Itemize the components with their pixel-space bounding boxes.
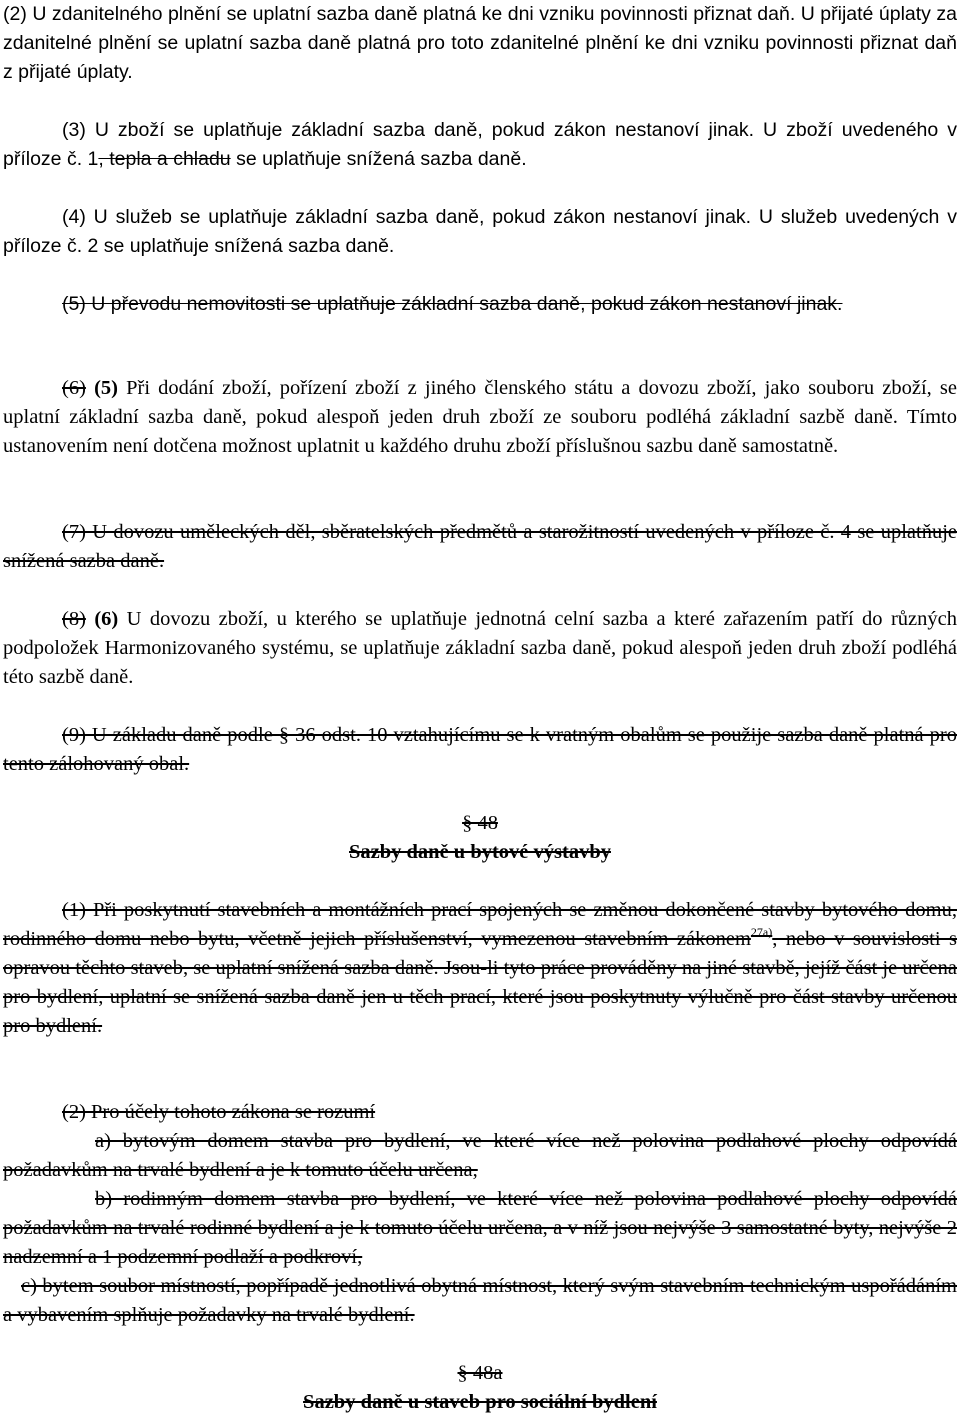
paragraph-2-text: (2) U zdanitelného plnění se uplatní sazba daně platná ke dni vzniku povinnosti přiznat daň. U přijaté úplaty za zdanitelné plnění se uplatní sazba daně platná pro toto zdanitelné plnění ke dni vzniku povinnosti přiznat daň z přijaté úplaty. xyxy=(3,3,957,83)
paragraph-6-text: Při dodání zboží, pořízení zboží z jiného členského státu a dovozu zboží, jako souboru zboží, se uplatní základní sazba daně, pokud alespoň jeden druh zboží ze souboru podléhá základní sazbě daně. Tímto ustanovením není dotčena možnost uplatnit u každého druhu zboží příslušnou sazbu daně samostatně. xyxy=(3,377,958,457)
section-48a-number: § 48a xyxy=(457,1362,503,1384)
paragraph-3-deleted-text: , tepla a chladu xyxy=(98,148,231,170)
paragraph-3 xyxy=(3,116,957,174)
paragraph-5-deleted-text: (5) U převodu nemovitosti se uplatňuje základní sazba daně, pokud zákon nestanoví jinak. xyxy=(62,293,843,315)
paragraph-2 xyxy=(3,0,957,87)
paragraph-8-new-number: (6) xyxy=(94,608,119,630)
section-48-item-c-text: c) bytem soubor místností, popřípadě jednotlivá obytná místnost, který svým stavebním technickým uspořádáním a vybavením splňuje požadavky na trvalé bydlení. xyxy=(3,1275,957,1326)
paragraph-5-deleted xyxy=(3,290,957,319)
paragraph-9-deleted-text: (9) U základu daně podle § 36 odst. 10 vztahujícímu se k vratným obalům se použije sazba daně platná pro tento zálohovaný obal. xyxy=(3,724,957,775)
section-48a-heading xyxy=(3,1359,957,1388)
section-48-heading xyxy=(3,809,957,838)
paragraph-8-old-number: (8) xyxy=(62,608,86,630)
section-48-title xyxy=(3,838,957,867)
paragraph-4 xyxy=(3,203,957,261)
section-48-item-a-text: a) bytovým domem stavba pro bydlení, ve které více než polovina podlahové plochy odpovídá požadavkům na trvalé bydlení a je k tomuto účelu určena, xyxy=(3,1130,957,1181)
section-48-title-text: Sazby daně u bytové výstavby xyxy=(349,841,611,863)
paragraph-6-old-number: (6) xyxy=(62,377,86,399)
paragraph-6 xyxy=(3,374,957,461)
paragraph-8-text: U dovozu zboží, u kterého se uplatňuje jednotná celní sazba a které zařazením patří do různých podpoložek Harmonizovaného systému, se uplatňuje základní sazba daně, pokud alespoň jeden druh zboží podléhá této sazbě daně. xyxy=(3,608,958,688)
paragraph-9-deleted xyxy=(3,721,957,779)
paragraph-7-deleted xyxy=(3,518,957,576)
section-48-paragraph-1-after: , nebo v souvislosti s opravou těchto staveb, se uplatní snížená sazba daně. Jsou-li tyto práce prováděny na jiné stavbě, jejíž část je určena pro bydlení, uplatní se snížená sazba daně jen u těch prací, které jsou poskytnuty výlučně pro část stavby určenou pro bydlení. xyxy=(3,928,958,1037)
section-48a-title-text: Sazby daně u staveb pro sociální bydlení xyxy=(303,1391,657,1413)
paragraph-8 xyxy=(3,605,957,692)
paragraph-3-before: (3) U zboží se uplatňuje základní sazba daně, pokud zákon nestanoví jinak. U zboží uvedeného v příloze č. 1 xyxy=(3,119,957,170)
section-48a-title xyxy=(3,1388,957,1417)
section-48-number: § 48 xyxy=(462,812,498,834)
section-48-item-a xyxy=(3,1127,957,1185)
section-48-item-b-text: b) rodinným domem stavba pro bydlení, ve které více než polovina podlahové plochy odpovídá požadavkům na trvalé rodinné bydlení a je k tomuto účelu určena, a v níž jsou nejvýše 3 samostatné byty, nejvýše 2 nadzemní a 1 podzemní podlaží a podkroví, xyxy=(3,1188,957,1268)
section-48-paragraph-1 xyxy=(3,896,957,1041)
paragraph-3-after: se uplatňuje snížená sazba daně. xyxy=(230,148,527,170)
section-48-paragraph-1-before: (1) Při poskytnutí stavebních a montážních prací spojených se změnou dokončené stavby bytového domu, rodinného domu nebo bytu, včetně jejich příslušenství, vymezenou stavebním zákonem xyxy=(3,899,957,950)
paragraph-7-deleted-text: (7) U dovozu uměleckých děl, sběratelských předmětů a starožitností uvedených v příloze č. 4 se uplatňuje snížená sazba daně. xyxy=(3,521,957,572)
section-48-item-c xyxy=(3,1272,957,1330)
section-48-item-b xyxy=(3,1185,957,1272)
paragraph-4-text: (4) U služeb se uplatňuje základní sazba daně, pokud zákon nestanoví jinak. U služeb uvedených v příloze č. 2 se uplatňuje snížená sazba daně. xyxy=(3,206,957,257)
section-48-paragraph-2-intro-text: (2) Pro účely tohoto zákona se rozumí xyxy=(62,1101,376,1123)
footnote-reference: 27a) xyxy=(750,925,773,939)
paragraph-6-new-number: (5) xyxy=(94,377,118,399)
section-48-paragraph-2-intro xyxy=(3,1098,957,1127)
